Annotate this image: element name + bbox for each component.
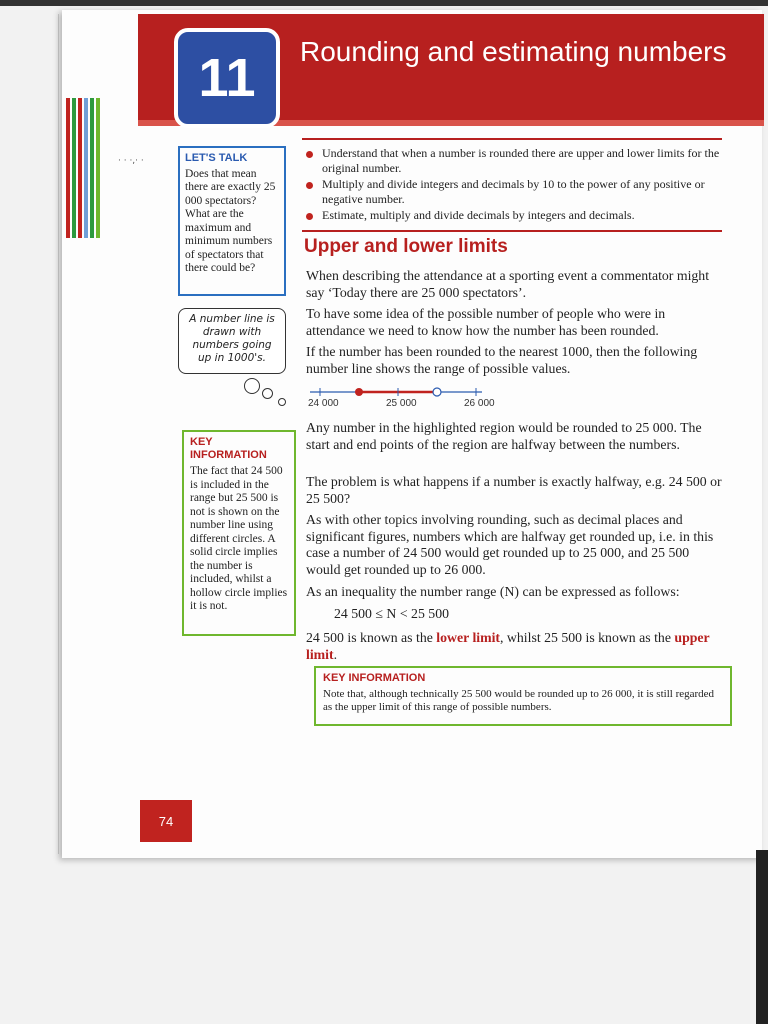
- lets-talk-text: Does that mean there are exactly 25 000 spectators? What are the maximum and minimum numbers of spectators that there could be?: [185, 167, 276, 274]
- thought-bubble-dot-small: [278, 398, 286, 406]
- number-line-solid-circle: [355, 388, 363, 396]
- thought-bubble-text: A number line is drawn with numbers going up in 1000's.: [189, 313, 275, 364]
- number-line-label: 25 000: [386, 398, 417, 409]
- key-information-sidebar-text: The fact that 24 500 is included in the range but 25 500 is not is shown on the number line using different circles. A solid circle implies the number is included, whilst a hollow circle implies it is not.: [190, 465, 288, 612]
- scan-speck: · · ·,· ·: [118, 156, 144, 166]
- page-number: 74: [140, 800, 192, 842]
- paragraph: The problem is what happens if a number is exactly halfway, e.g. 24 500 or 25 500?: [306, 474, 722, 506]
- text-run: 24 500 is known as the: [306, 630, 437, 645]
- paragraph: As an inequality the number range (N) can be expressed as follows:: [306, 584, 680, 599]
- upper-limit-term: upper limit: [306, 630, 710, 662]
- lets-talk-heading: LET'S TALK: [185, 152, 248, 164]
- chapter-title: Rounding and estimating numbers: [300, 36, 727, 67]
- lower-limit-term: lower limit: [436, 630, 501, 645]
- objective-item: Estimate, multiply and divide decimals by integers and decimals.: [322, 208, 722, 223]
- scan-top-edge: [0, 0, 768, 6]
- scan-right-edge: [756, 850, 768, 1024]
- number-line: [306, 386, 506, 414]
- number-line-label: 24 000: [308, 398, 339, 409]
- thought-bubble: [178, 308, 286, 374]
- inequality-expression: 24 500 ≤ N < 25 500: [334, 606, 449, 621]
- key-information-heading: KEY INFORMATION: [323, 672, 426, 684]
- objective-item: Understand that when a number is rounded there are upper and lower limits for the original number.: [322, 146, 722, 176]
- key-information-sidebar: [182, 430, 296, 636]
- limits-paragraph: [306, 630, 722, 663]
- page-tabs: [66, 98, 104, 238]
- text-run: .: [333, 646, 338, 662]
- paragraph: Any number in the highlighted region would be rounded to 25 000. The start and end points of the region are halfway between the numbers.: [306, 420, 702, 452]
- thought-bubble-dot-medium: [262, 388, 273, 399]
- number-line-label: 26 000: [464, 398, 495, 409]
- objective-item: Multiply and divide integers and decimals by 10 to the power of any positive or negative number.: [322, 177, 722, 207]
- learning-objectives: [302, 138, 722, 232]
- key-information-text: Note that, although technically 25 500 would be rounded up to 26 000, it is still regarded as the upper limit of this range of possible numbers.: [323, 687, 715, 713]
- chapter-number-badge: 11: [174, 28, 280, 128]
- paragraph: As with other topics involving rounding, such as decimal places and significant figures, numbers which are halfway get rounded up, i.e. in this case a number of 24 500 would get rounded up to 25 000, and 25 500 would get rounded up to 26 000.: [306, 512, 714, 577]
- key-information-box: [314, 666, 732, 726]
- thought-bubble-dot-large: [244, 378, 260, 394]
- paragraph: If the number has been rounded to the nearest 1000, then the following number line shows the range of possible values.: [306, 344, 698, 376]
- paragraph: To have some idea of the possible number of people who were in attendance we need to know how the number has been rounded.: [306, 306, 666, 338]
- lets-talk-box: [178, 146, 286, 296]
- text-run: , whilst 25 500 is known as the: [500, 630, 675, 645]
- section-heading: Upper and lower limits: [304, 236, 508, 257]
- key-information-sidebar-heading: KEY INFORMATION: [190, 436, 267, 461]
- paragraph: When describing the attendance at a sporting event a commentator might say ‘Today there are 25 000 spectators’.: [306, 268, 710, 300]
- number-line-hollow-circle: [433, 388, 441, 396]
